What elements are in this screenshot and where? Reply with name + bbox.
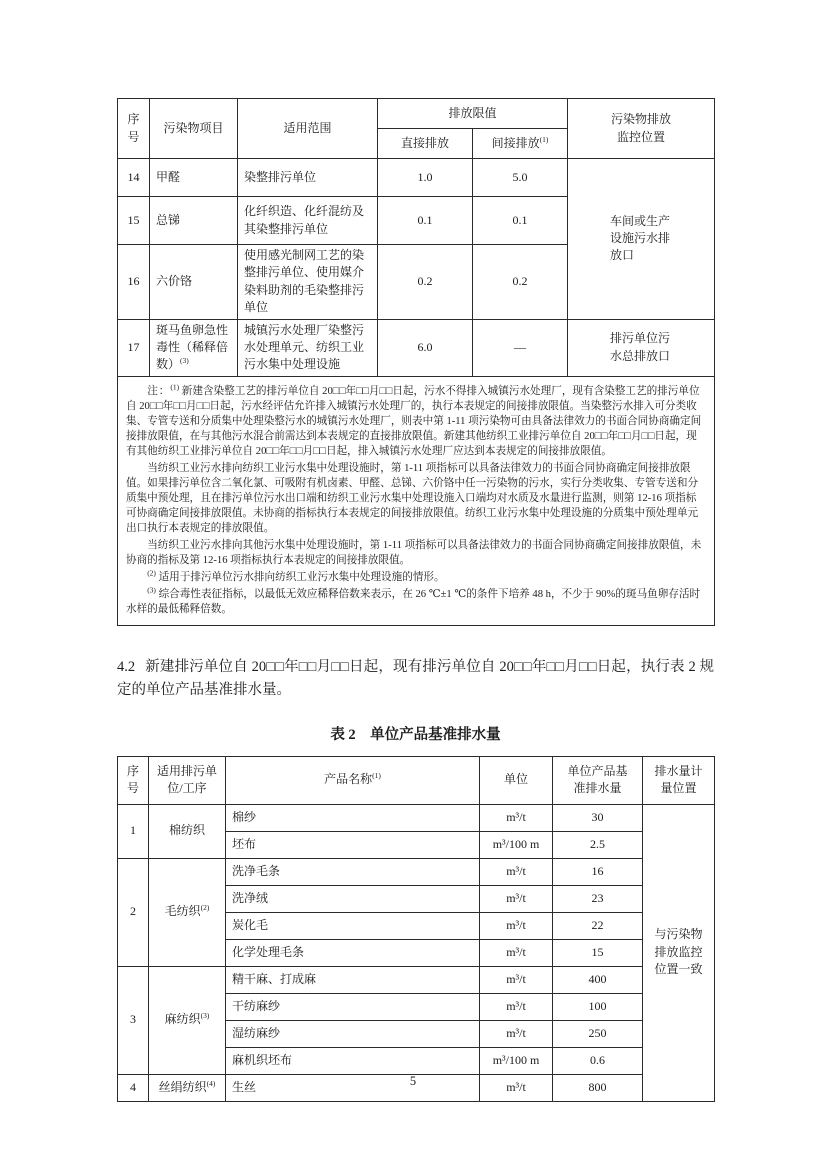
cell-serial: 1 [118, 804, 149, 858]
cell-unit: m³/t [480, 939, 553, 966]
cell-unit: m³/100 m [480, 831, 553, 858]
clause-4-2 [117, 656, 714, 702]
cell-serial: 15 [118, 197, 150, 245]
cell-scope: 化纤织造、化纤混纺及其染整排污单位 [238, 197, 378, 245]
sector-sup: (3) [200, 1011, 210, 1021]
cell-direct-limit: 0.2 [378, 245, 473, 320]
cell-unit: m³/t [480, 804, 553, 831]
sector-text: 毛纺织 [164, 904, 201, 919]
pollutant-text: 斑马鱼卵急性毒性（稀释倍数） [156, 322, 229, 372]
header-benchmark-text: 单位产品基准排水量 [567, 763, 628, 796]
table2-header-row [118, 756, 715, 804]
monitor-position-text: 排污单位污水总排放口 [610, 331, 671, 363]
header-direct-discharge: 直接排放 [378, 129, 473, 159]
cell-product: 洗净毛条 [226, 858, 480, 885]
cell-pollutant: 甲醛 [150, 159, 238, 197]
cell-product: 生丝 [226, 1074, 480, 1101]
cell-direct-limit: 1.0 [378, 159, 473, 197]
cell-unit: m³/t [480, 993, 553, 1020]
cell-sector [149, 804, 226, 858]
header-monitor-text: 污染物排放监控位置 [611, 112, 672, 144]
cell-unit: m³/t [480, 966, 553, 993]
cell-pollutant [150, 319, 238, 376]
page-content [117, 98, 714, 1102]
cell-indirect-limit: 5.0 [473, 159, 568, 197]
measure-position-text: 与污染物排放监控位置一致 [654, 927, 703, 977]
clause-text: 新建排污单位自 20□□年□□月□□日起，现有排污单位自 20□□年□□月□□日起，执行表 2 规定的单位产品基准排水量。 [117, 659, 714, 699]
cell-indirect-limit: — [473, 319, 568, 376]
note-text: 当纺织工业污水排向其他污水集中处理设施时，第 1-11 项指标可以具备法律效力的书面合同协商确定间接排放限值，未协商的指标及第 12-16 项指标执行本表规定的间接排放限值。 [126, 540, 702, 567]
cell-serial: 3 [118, 966, 149, 1074]
table-row [118, 159, 715, 197]
table2-title: 表 2 单位产品基准排水量 [330, 726, 501, 743]
note-prefix: 注： [147, 385, 171, 397]
cell-unit: m³/100 m [480, 1047, 553, 1074]
cell-product: 洗净绒 [226, 885, 480, 912]
cell-product: 干纺麻纱 [226, 993, 480, 1020]
header-indirect-discharge [473, 129, 568, 159]
table1-notes [118, 376, 715, 625]
cell-benchmark-value: 15 [553, 939, 643, 966]
header-measure-position [643, 756, 715, 804]
note-paragraph [126, 538, 706, 568]
header-unit: 单位 [480, 756, 553, 804]
cell-unit: m³/t [480, 858, 553, 885]
benchmark-drainage-table [117, 756, 715, 1102]
cell-unit: m³/t [480, 1074, 553, 1101]
cell-product: 炭化毛 [226, 912, 480, 939]
header-product-name [226, 756, 480, 804]
cell-serial: 14 [118, 159, 150, 197]
cell-product: 棉纱 [226, 804, 480, 831]
header-unit-process: 适用排污单位/工序 [149, 756, 226, 804]
cell-benchmark-value: 22 [553, 912, 643, 939]
header-indirect-sup: (1) [539, 134, 549, 144]
cell-benchmark-value: 800 [553, 1074, 643, 1101]
table1-header-row-1 [118, 99, 715, 129]
note-paragraph [126, 384, 706, 459]
table-row [118, 966, 715, 993]
table-row [118, 804, 715, 831]
cell-serial: 17 [118, 319, 150, 376]
cell-product: 湿纺麻纱 [226, 1020, 480, 1047]
cell-product: 麻机织坯布 [226, 1047, 480, 1074]
header-indirect-text: 间接排放 [491, 135, 540, 150]
note-text: 新建含染整工艺的排污单位自 20□□年□□月□□日起，污水不得排入城镇污水处理厂，现有含染整工艺的排污单位自 20□□年□□月□□日起，污水经评估允许排入城镇污水处理厂的，执行本表规定的间接排放限值。当染整污水排入可分类收集、专管专送和分质集中处理染整污水的城镇污水处理厂，则表中第 1-11 项污染物可由具备法律效力的书面合同协商确定间接排放限值，在与其他污水混合前需达到本表规定的直接排放限值。新建其他纺织工业排污单位自 20□□年□□月□□日起，现有其他纺织工业排污单位自 20□□年□□月□□日起，排入城镇污水处理厂应达到本表规定的间接排放限值。 [126, 385, 702, 457]
note-sup: (1) [170, 382, 180, 392]
header-limits: 排放限值 [378, 99, 568, 129]
cell-monitor-position [568, 159, 715, 320]
cell-measure-position [643, 804, 715, 1101]
sector-text: 丝绢纺织 [158, 1079, 207, 1094]
cell-serial: 16 [118, 245, 150, 320]
header-serial: 序号 [118, 99, 150, 159]
note-text: 适用于排污单位污水排向纺织工业污水集中处理设施的情形。 [158, 572, 445, 584]
sector-sup: (4) [206, 1078, 216, 1088]
cell-benchmark-value: 16 [553, 858, 643, 885]
header-pollutant: 污染物项目 [150, 99, 238, 159]
cell-sector [149, 858, 226, 966]
sector-sup: (2) [200, 903, 210, 913]
header-scope: 适用范围 [238, 99, 378, 159]
cell-serial: 2 [118, 858, 149, 966]
cell-scope: 染整排污单位 [238, 159, 378, 197]
cell-scope: 城镇污水处理厂染整污水处理单元、纺织工业污水集中处理设施 [238, 319, 378, 376]
cell-unit: m³/t [480, 912, 553, 939]
cell-monitor-position [568, 319, 715, 376]
header-serial: 序号 [118, 756, 149, 804]
header-product-text: 产品名称 [324, 772, 373, 787]
monitor-position-text: 车间或生产设施污水排放口 [610, 213, 671, 263]
header-product-sup: (1) [372, 771, 381, 781]
sector-text: 麻纺织 [164, 1012, 201, 1027]
note-paragraph [126, 587, 706, 617]
cell-benchmark-value: 23 [553, 885, 643, 912]
cell-pollutant: 总锑 [150, 197, 238, 245]
cell-serial: 4 [118, 1074, 149, 1101]
cell-benchmark-value: 2.5 [553, 831, 643, 858]
note-sup: (2) [147, 568, 156, 578]
cell-product: 坯布 [226, 831, 480, 858]
cell-scope: 使用感光制网工艺的染整排污单位、使用媒介染料助剂的毛染整排污单位 [238, 245, 378, 320]
cell-benchmark-value: 0.6 [553, 1047, 643, 1074]
note-paragraph [126, 570, 706, 585]
cell-unit: m³/t [480, 1020, 553, 1047]
cell-indirect-limit: 0.1 [473, 197, 568, 245]
cell-sector [149, 966, 226, 1074]
pollutant-limits-table [117, 98, 715, 626]
note-paragraph [126, 461, 706, 536]
cell-benchmark-value: 250 [553, 1020, 643, 1047]
cell-pollutant: 六价铬 [150, 245, 238, 320]
header-measure-text: 排水量计量位置 [654, 763, 703, 796]
header-monitor-position [568, 99, 715, 159]
cell-benchmark-value: 30 [553, 804, 643, 831]
note-text: 综合毒性表征指标，以最低无效应稀释倍数来表示，在 26 ℃±1 ℃的条件下培养 48 h，不少于 90%的斑马鱼卵存活时水样的最低稀释倍数。 [126, 589, 701, 616]
table1-notes-row [118, 376, 715, 625]
cell-direct-limit: 0.1 [378, 197, 473, 245]
cell-product: 精干麻、打成麻 [226, 966, 480, 993]
cell-benchmark-value: 400 [553, 966, 643, 993]
page-number: 5 [409, 1074, 417, 1088]
clause-number: 4.2 [117, 659, 136, 676]
cell-direct-limit: 6.0 [378, 319, 473, 376]
cell-unit: m³/t [480, 885, 553, 912]
table-row [118, 858, 715, 885]
pollutant-sup: (3) [180, 356, 189, 366]
note-sup: (3) [147, 585, 156, 595]
table-row [118, 319, 715, 376]
cell-indirect-limit: 0.2 [473, 245, 568, 320]
cell-product: 化学处理毛条 [226, 939, 480, 966]
cell-benchmark-value: 100 [553, 993, 643, 1020]
sector-text: 棉纺织 [168, 823, 205, 838]
note-text: 当纺织工业污水排向纺织工业污水集中处理设施时，第 1-11 项指标可以具备法律效力的书面合同协商确定间接排放限值。如果排污单位含二氧化氯、可吸附有机卤素、甲醛、总锑、六价铬中任一污染物的污水，实行分类收集、专管专送和分质集中预处理，且在排污单位污水出口端和纺织工业污水集中处理设施入口端均对水质及水量进行监测，则第 12-16 项指标可协商确定间接排放限值。未协商的指标执行本表规定的间接排放限值。纺织工业污水集中处理设施的分质集中预处理单元出口执行本表规定的排放限值。 [126, 462, 699, 535]
header-benchmark [553, 756, 643, 804]
